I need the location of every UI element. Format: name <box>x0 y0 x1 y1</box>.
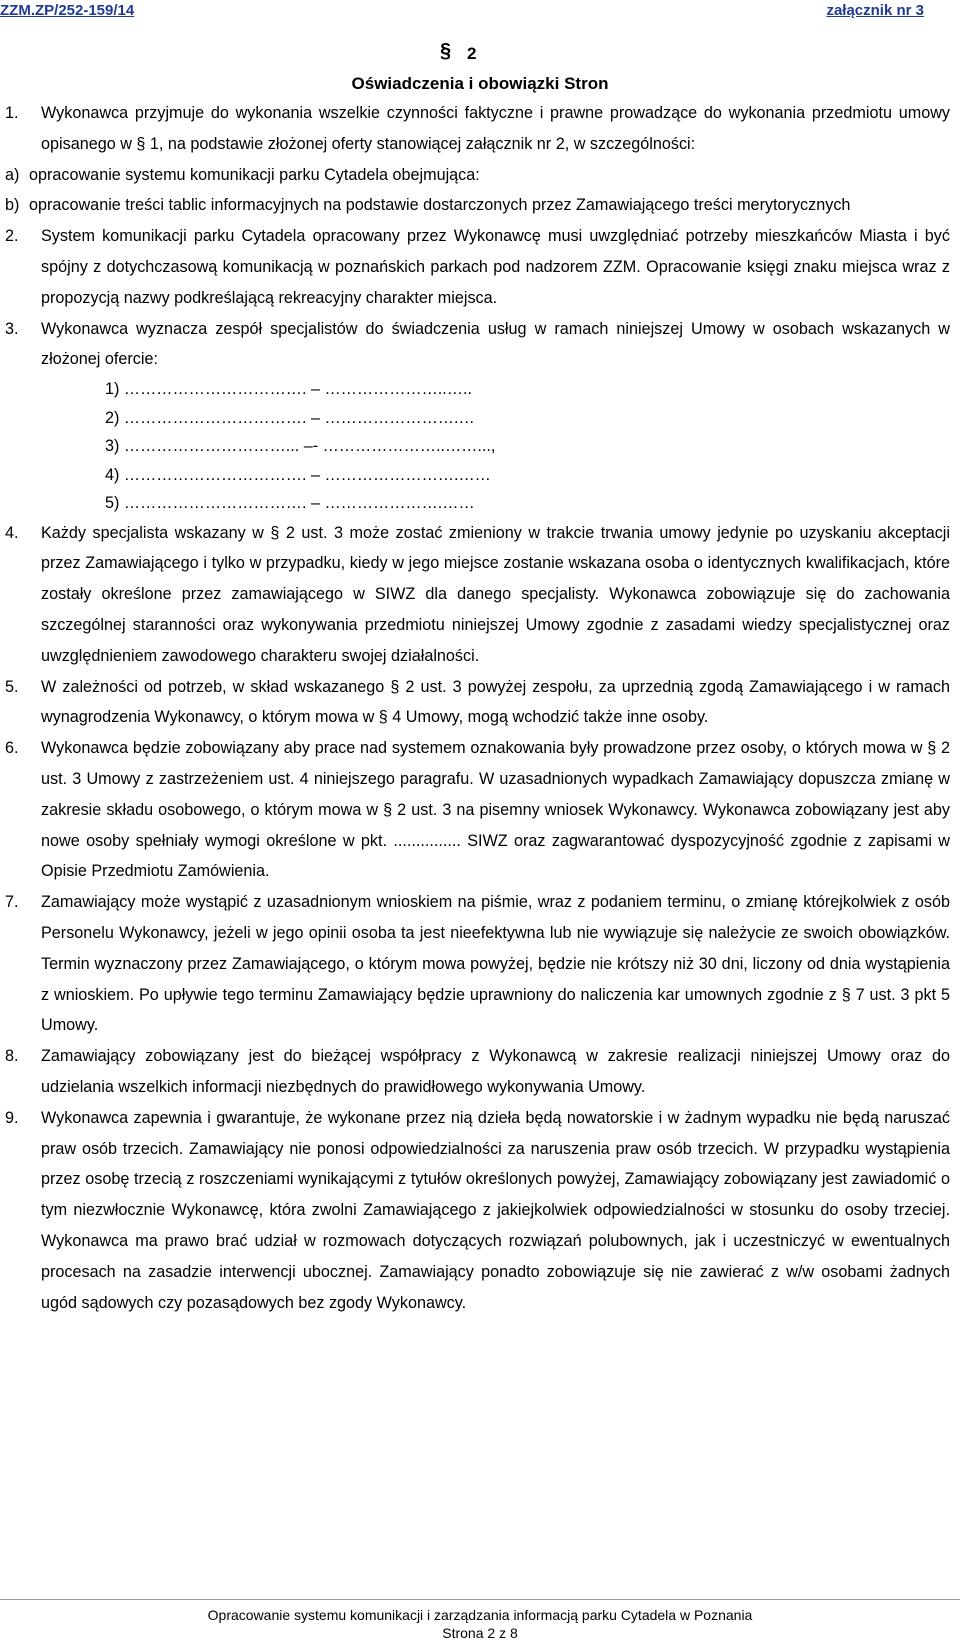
section-title: Oświadczenia i obowiązki Stron <box>351 74 609 93</box>
section-symbol: § <box>440 40 452 62</box>
clause-number: 6. <box>5 739 19 758</box>
clause-number: 8. <box>5 1047 19 1066</box>
clause-number: 3. <box>5 319 19 338</box>
clause-text: W zależności od potrzeb, w skład wskazanego § 2 ust. 3 powyżej zespołu, za uprzednią zgodą Zamawiającego i w ramach wynagrodzenia Wykonawcy, o którym mowa w § 4 Umowy, mogą wchodzić także inne osoby. <box>41 677 950 727</box>
footer-divider <box>0 1599 960 1600</box>
clause-text: Wykonawca przyjmuje do wykonania wszelkie czynności faktyczne i prawne prowadzące do wykonania przedmiotu umowy opisanego w § 1, na podstawie złożonej oferty stanowiącej załącznik nr 2, w szczególności: <box>41 104 950 153</box>
clause-6 <box>5 733 950 887</box>
clause-number: 7. <box>5 893 19 912</box>
list-item <box>5 190 950 221</box>
specialist-list <box>105 375 950 518</box>
subitem-text: opracowanie treści tablic informacyjnych na podstawie dostarczonych przez Zamawiającego treści merytorycznych <box>29 196 851 215</box>
list-item <box>5 160 950 191</box>
document-reference: ZZM.ZP/252-159/14 <box>0 2 135 19</box>
page-number: Strona 2 z 8 <box>442 1625 518 1641</box>
clause-number: 2. <box>5 227 19 246</box>
footer-title: Opracowanie systemu komunikacji i zarządzania informacją parku Cytadela w Poznania <box>207 1607 753 1623</box>
clause-text: Zamawiający zobowiązany jest do bieżącej współpracy z Wykonawcą w zakresie realizacji niniejszej Umowy oraz do udzielania wszelkich informacji niezbędnych do prawidłowego wykonywania Umowy. <box>41 1047 950 1097</box>
clause-text: Wykonawca będzie zobowiązany aby prace nad systemem oznakowania były prowadzone przez osoby, o których mowa w § 2 ust. 3 Umowy z zastrzeżeniem ust. 4 niniejszego paragrafu. W uzasadnionych wypadkach Zamawiający dopuszcza zmianę w zakresie składu osobowego, o którym mowa w § 2 ust. 3 na pisemny wniosek Wykonawcy. Wykonawca zobowiązany jest aby nowe osoby spełniały wymogi określone w pkt. ............... SIWZ oraz zagwarantować dyspozycyjność zgodnie z zapisami w Opisie Przedmiotu Zamówienia. <box>41 739 950 881</box>
attachment-label: załącznik nr 3 <box>826 2 924 19</box>
clause-text: Wykonawca wyznacza zespół specjalistów do świadczenia usług w ramach niniejszej Umowy w osobach wskazanych w złożonej ofercie: <box>41 319 950 369</box>
clause-9 <box>5 1103 950 1319</box>
clause-1-subitems <box>5 160 950 222</box>
list-item: 4) ……………………………. – …………………….…… <box>105 465 491 484</box>
clause-number: 4. <box>5 523 19 542</box>
section-number: 2 <box>467 44 477 63</box>
list-item: 1) ……………………………. – …………………..….. <box>105 380 472 399</box>
section-body <box>5 98 950 1318</box>
subitem-label: a) <box>5 165 20 184</box>
subitem-label: b) <box>5 196 20 215</box>
clause-text: System komunikacji parku Cytadela opracowany przez Wykonawcę musi uwzględniać potrzeby mieszkańców Miasta i być spójny z dotychczasową komunikacją w poznańskich parkach pod nadzorem ZZM. Opracowanie księgi znaku miejsca wraz z propozycją nazwy podkreślającą rekreacyjny charakter miejsca. <box>41 227 950 307</box>
clause-7 <box>5 887 950 1041</box>
list-item: 3) …………………………... –- …………………..……..., <box>105 437 496 456</box>
clause-number: 5. <box>5 677 19 696</box>
clause-8 <box>5 1041 950 1103</box>
subitem-text: opracowanie systemu komunikacji parku Cytadela obejmująca: <box>29 165 480 184</box>
list-item: 2) ……………………………. – …………………….… <box>105 408 475 427</box>
list-item: 5) ……………………………. – ………………….…… <box>105 494 475 513</box>
clause-text: Każdy specjalista wskazany w § 2 ust. 3 może zostać zmieniony w trakcie trwania umowy jedynie po uzyskaniu akceptacji przez Zamawiającego i tylko w przypadku, kiedy w jego miejsce zostanie wskazana osoba o identycznych kwalifikacjach, które zostały określone przez zamawiającego w SIWZ dla danego specjalisty. Wykonawca zobowiązuje się do zachowania szczególnej staranności oraz wykonywania przedmiotu niniejszej Umowy zgodnie z zasadami wiedzy specjalistycznej oraz uwzględnieniem zawodowego charakteru swojej działalności. <box>41 523 950 665</box>
clause-5 <box>5 672 950 734</box>
clause-text: Zamawiający może wystąpić z uzasadnionym wnioskiem na piśmie, wraz z podaniem terminu, o zmianę którejkolwiek z osób Personelu Wykonawcy, jeżeli w jego opinii osoba ta jest nieefektywna lub nie wywiązuje się należycie ze swoich obowiązków. Termin wyznaczony przez Zamawiającego, o którym mowa powyżej, będzie nie krótszy niż 30 dni, liczony od dnia wystąpienia z wnioskiem. Po upływie tego terminu Zamawiający będzie uprawniony do naliczenia kar umownych zgodnie z § 7 ust. 3 pkt 5 Umowy. <box>41 893 950 1035</box>
clause-4 <box>5 518 950 672</box>
clause-number: 1. <box>5 104 19 122</box>
clause-3 <box>5 314 950 376</box>
clause-2 <box>5 221 950 313</box>
clause-number: 9. <box>5 1108 19 1127</box>
clause-text: Wykonawca zapewnia i gwarantuje, że wykonane przez nią dzieła będą nowatorskie i w żadnym wypadku nie będą naruszać praw osób trzecich. Zamawiający nie ponosi odpowiedzialności za naruszenia praw osób trzecich. W przypadku wystąpienia przez osobę trzecią z roszczeniami wynikającymi z tytułów określonych powyżej, Zamawiający zobowiązany jest zawiadomić o tym niezwłocznie Wykonawcę, która zwolni Zamawiającego z jakiejkolwiek odpowiedzialności w stosunku do osoby trzeciej. Wykonawca ma prawo brać udział w rozmowach dotyczących rozwiązań polubownych, jak i uczestniczyć w ewentualnych procesach na zasadzie interwencji ubocznej. Zamawiający ponadto zobowiązuje się nie zawierać z w/w osobami żadnych ugód sądowych czy pozasądowych bez zgody Wykonawcy. <box>41 1108 950 1312</box>
clause-1 <box>5 98 950 160</box>
